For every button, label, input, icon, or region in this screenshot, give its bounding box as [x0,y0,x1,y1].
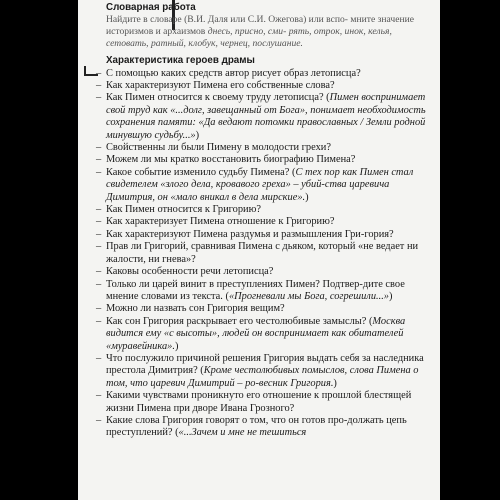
question-item [96,92,434,142]
question-item [96,303,434,315]
dash-bullet: – [96,228,102,240]
dash-bullet: – [96,315,102,327]
dash-bullet: – [96,241,102,253]
question-item [96,229,434,241]
dash-bullet: – [96,142,102,154]
question-text: Какое событие изменило судьбу Пимена? (С тех пор как Пимен стал свидетелем «злого дела, кровавого греха» – убий-ства царевича Димитрия, он «мало вникал в дела мирские».) [106,166,414,203]
question-text: Как характеризует Пимена отношение к Григорию? [106,216,335,228]
question-text: Что послужило причиной решения Григория выдать себя за наследника престола Димитрия? (Кроме честолюбивых помыслов, слова Пимена о том, что царевич Димитрий – ро-весник Григория.) [106,352,424,389]
question-list [96,68,434,440]
page-content [96,2,434,440]
dash-bullet: – [96,352,102,364]
question-text: Свойственны ли были Пимену в молодости грехи? [106,142,331,154]
question-item [96,80,434,92]
question-text: Как Пимен относится к Григорию? [106,204,261,216]
question-item [96,266,434,278]
question-item [96,415,434,440]
dash-bullet: – [96,278,102,290]
section-title-characters: Характеристика героев драмы [106,55,255,67]
question-item [96,241,434,266]
question-item [96,353,434,390]
question-text: Какие слова Григория говорят о том, что он готов про-должать цепь преступлений? («...Зачем и мне не тешиться [106,414,407,439]
dash-bullet: – [96,303,102,315]
dash-bullet: – [96,166,102,178]
dash-bullet: – [96,67,102,79]
dash-bullet: – [96,204,102,216]
question-text: Как сон Григория раскрывает его честолюбивые замыслы? (Москва видится ему «с высоты», людей он воспринимает как обитателей «муравейника».) [106,315,406,352]
vocabulary-paragraph: Найдите в словаре (В.И. Даля или С.И. Ожегова) или вспо- мните значение историзмов и архаизмов днесь, присно, сми- рять, отрок, инок, келья, сетовать, ратный, клобук, чернец, послушание. [106,14,415,49]
question-item [96,142,434,154]
dash-bullet: – [96,414,102,426]
question-item [96,204,434,216]
question-text: Как Пимен относится к своему труду летописца? (Пимен воспринимает свой труд как «...долг, завещанный от Бога», понимает необходимость сохранения памяти: «Да ведают потомки православных / Земли родной минувшую судьбу...») [106,92,426,141]
dash-bullet: – [96,92,102,104]
question-text: С помощью каких средств автор рисует образ летописца? [106,67,361,79]
question-text: Можно ли назвать сон Григория вещим? [106,303,285,315]
question-item [96,316,434,353]
question-text: Как характеризуют Пимена раздумья и размышления Гри-гория? [106,228,394,240]
question-text: Только ли царей винит в преступлениях Пимен? Подтвер-дите свое мнение словами из текста. («Прогневали мы Бога, согрешили...») [106,278,405,302]
dash-bullet: – [96,216,102,228]
question-item [96,390,434,415]
question-text: Можем ли мы кратко восстановить биографию Пимена? [106,154,356,166]
question-item [96,154,434,166]
question-text: Как характеризуют Пимена его собственные слова? [106,80,335,91]
question-text: Какими чувствами проникнуто его отношение к прошлой блестящей жизни Пимена при дворе Ивана Грозного? [106,390,412,414]
question-item [96,68,434,80]
question-text: Прав ли Григорий, сравнивая Пимена с дьяком, который «не ведает ни жалости, ни гнева»? [106,241,419,265]
book-page [78,0,440,500]
question-item [96,216,434,228]
question-text: Каковы особенности речи летописца? [106,266,274,278]
question-item [96,167,434,204]
dash-bullet: – [96,154,102,166]
dash-bullet: – [96,266,102,278]
dash-bullet: – [96,80,102,91]
dash-bullet: – [96,390,102,402]
section-title-vocabulary: Словарная работа [106,2,196,13]
question-item [96,279,434,304]
